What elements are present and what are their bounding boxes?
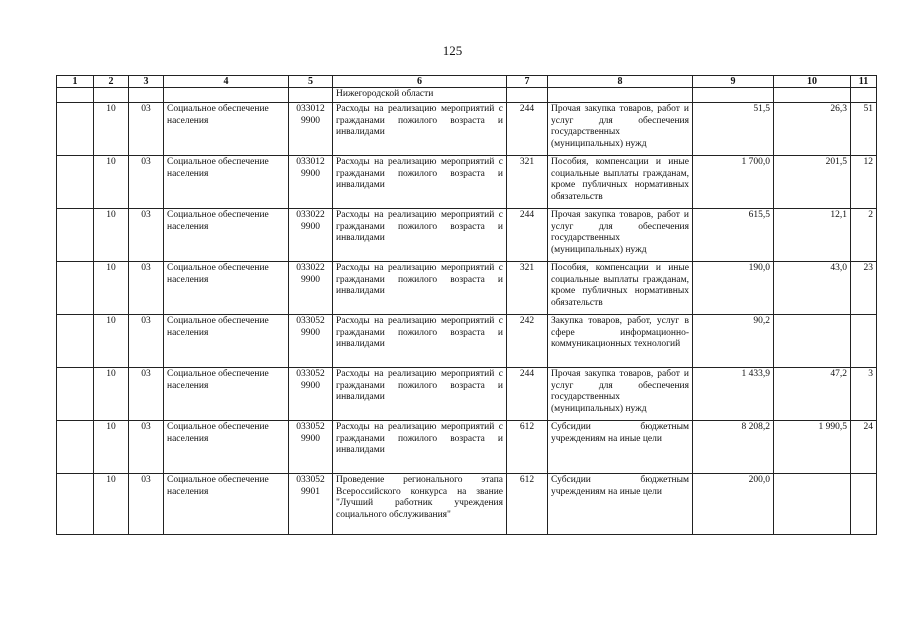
continuation-row	[57, 88, 877, 103]
cell-plan-amount: 615,5	[693, 209, 774, 262]
table-row	[57, 156, 877, 209]
cell-expense-name: Субсидии бюджетным учреждениям на иные цели	[548, 421, 693, 474]
cell-expense-name: Субсидии бюджетным учреждениям на иные цели	[548, 474, 693, 535]
cell-expense-name: Пособия, компенсации и иные социальные выплаты гражданам, кроме публичных нормативных обязательств	[548, 262, 693, 315]
cell-section: 10	[94, 262, 129, 315]
cell-target-name: Расходы на реализацию мероприятий с гражданами пожилого возраста и инвалидами	[333, 156, 507, 209]
col-header: 3	[129, 76, 164, 88]
cell-section: 10	[94, 156, 129, 209]
table-row	[57, 421, 877, 474]
cell-plan-amount: 200,0	[693, 474, 774, 535]
cell-col1	[57, 103, 94, 156]
cell-expense-type: 244	[507, 368, 548, 421]
cell-target-name: Расходы на реализацию мероприятий с гражданами пожилого возраста и инвалидами	[333, 262, 507, 315]
cell-target-name: Расходы на реализацию мероприятий с гражданами пожилого возраста и инвалидами	[333, 368, 507, 421]
table-row	[57, 262, 877, 315]
cell-subsection: 03	[129, 421, 164, 474]
table-row	[57, 103, 877, 156]
page-number: 125	[442, 43, 463, 58]
col-header: 11	[851, 76, 877, 88]
table-row	[57, 474, 877, 535]
cell-section-name: Социальное обеспечение населения	[164, 368, 289, 421]
col-header: 5	[289, 76, 333, 88]
cell-plan-amount: 8 208,2	[693, 421, 774, 474]
cell-section: 10	[94, 368, 129, 421]
cell-section: 10	[94, 209, 129, 262]
cell-target-name: Проведение регионального этапа Всероссийского конкурса на звание "Лучший работник учреждения социального обслуживания"	[333, 474, 507, 535]
cell-plan-amount: 1 700,0	[693, 156, 774, 209]
col-header: 8	[548, 76, 693, 88]
table-row	[57, 368, 877, 421]
col-header: 10	[774, 76, 851, 88]
cell-subsection: 03	[129, 209, 164, 262]
cell-target-code: 033012 9900	[289, 156, 333, 209]
col-header: 2	[94, 76, 129, 88]
cell-expense-name: Пособия, компенсации и иные социальные выплаты гражданам, кроме публичных нормативных обязательств	[548, 156, 693, 209]
cell-actual-amount	[774, 474, 851, 535]
cell-subsection: 03	[129, 156, 164, 209]
cell-col1	[57, 209, 94, 262]
cell-target-code: 033022 9900	[289, 209, 333, 262]
cell-target-code: 033052 9900	[289, 421, 333, 474]
cell-expense-name: Прочая закупка товаров, работ и услуг для обеспечения государственных (муниципальных) нужд	[548, 368, 693, 421]
cell-expense-name: Закупка товаров, работ, услуг в сфере информационно-коммуникационных технологий	[548, 315, 693, 368]
col-header: 7	[507, 76, 548, 88]
cell-col1	[57, 474, 94, 535]
cell-subsection: 03	[129, 262, 164, 315]
cell-section: 10	[94, 474, 129, 535]
cell-subsection: 03	[129, 315, 164, 368]
cell-expense-type: 321	[507, 262, 548, 315]
cell-col1	[57, 421, 94, 474]
cell-subsection: 03	[129, 103, 164, 156]
cell-col1	[57, 262, 94, 315]
cell-section: 10	[94, 315, 129, 368]
cell-subsection: 03	[129, 368, 164, 421]
cell-plan-amount: 51,5	[693, 103, 774, 156]
cell-section-name: Социальное обеспечение населения	[164, 156, 289, 209]
cell-plan-amount: 1 433,9	[693, 368, 774, 421]
cell-actual-amount: 26,3	[774, 103, 851, 156]
cell-expense-type: 612	[507, 421, 548, 474]
cell-actual-amount: 47,2	[774, 368, 851, 421]
cell-section-name: Социальное обеспечение населения	[164, 209, 289, 262]
cell-percent: 3	[851, 368, 877, 421]
cell-section-name: Социальное обеспечение населения	[164, 315, 289, 368]
budget-table	[56, 75, 877, 535]
header-row	[57, 76, 877, 88]
cell-col1	[57, 315, 94, 368]
table-row	[57, 315, 877, 368]
cell-col1	[57, 156, 94, 209]
cell-target-code: 033052 9900	[289, 315, 333, 368]
cell-target-name: Расходы на реализацию мероприятий с гражданами пожилого возраста и инвалидами	[333, 209, 507, 262]
cell-target-code: 033052 9901	[289, 474, 333, 535]
cell-target-code: 033022 9900	[289, 262, 333, 315]
cell-target-code: 033012 9900	[289, 103, 333, 156]
cell-actual-amount	[774, 315, 851, 368]
cell-percent	[851, 315, 877, 368]
cell-percent: 24	[851, 421, 877, 474]
cell-section-name: Социальное обеспечение населения	[164, 421, 289, 474]
cell-target-name: Расходы на реализацию мероприятий с гражданами пожилого возраста и инвалидами	[333, 421, 507, 474]
col-header: 1	[57, 76, 94, 88]
cell-actual-amount: 12,1	[774, 209, 851, 262]
cell-percent: 51	[851, 103, 877, 156]
cell-expense-type: 244	[507, 209, 548, 262]
cell-expense-name: Прочая закупка товаров, работ и услуг для обеспечения государственных (муниципальных) нужд	[548, 209, 693, 262]
cell-expense-name: Прочая закупка товаров, работ и услуг для обеспечения государственных (муниципальных) нужд	[548, 103, 693, 156]
cell-col1	[57, 368, 94, 421]
cell-expense-type: 244	[507, 103, 548, 156]
cell-section-name: Социальное обеспечение населения	[164, 103, 289, 156]
cell-plan-amount: 90,2	[693, 315, 774, 368]
cell-expense-type: 612	[507, 474, 548, 535]
cell-percent	[851, 474, 877, 535]
table-row	[57, 209, 877, 262]
cell-target-code: 033052 9900	[289, 368, 333, 421]
cell-percent: 23	[851, 262, 877, 315]
cell-subsection: 03	[129, 474, 164, 535]
cell-expense-type: 321	[507, 156, 548, 209]
cell-percent: 12	[851, 156, 877, 209]
cell-section-name: Социальное обеспечение населения	[164, 262, 289, 315]
cell-expense-type: 242	[507, 315, 548, 368]
col-header: 4	[164, 76, 289, 88]
col-header: 9	[693, 76, 774, 88]
cell-plan-amount: 190,0	[693, 262, 774, 315]
cell-actual-amount: 43,0	[774, 262, 851, 315]
col-header: 6	[333, 76, 507, 88]
cell-section-name: Социальное обеспечение населения	[164, 474, 289, 535]
cell-target-name: Расходы на реализацию мероприятий с гражданами пожилого возраста и инвалидами	[333, 103, 507, 156]
continuation-text: Нижегородской области	[333, 88, 507, 103]
cell-section: 10	[94, 421, 129, 474]
cell-actual-amount: 1 990,5	[774, 421, 851, 474]
cell-actual-amount: 201,5	[774, 156, 851, 209]
cell-target-name: Расходы на реализацию мероприятий с гражданами пожилого возраста и инвалидами	[333, 315, 507, 368]
cell-percent: 2	[851, 209, 877, 262]
cell-section: 10	[94, 103, 129, 156]
